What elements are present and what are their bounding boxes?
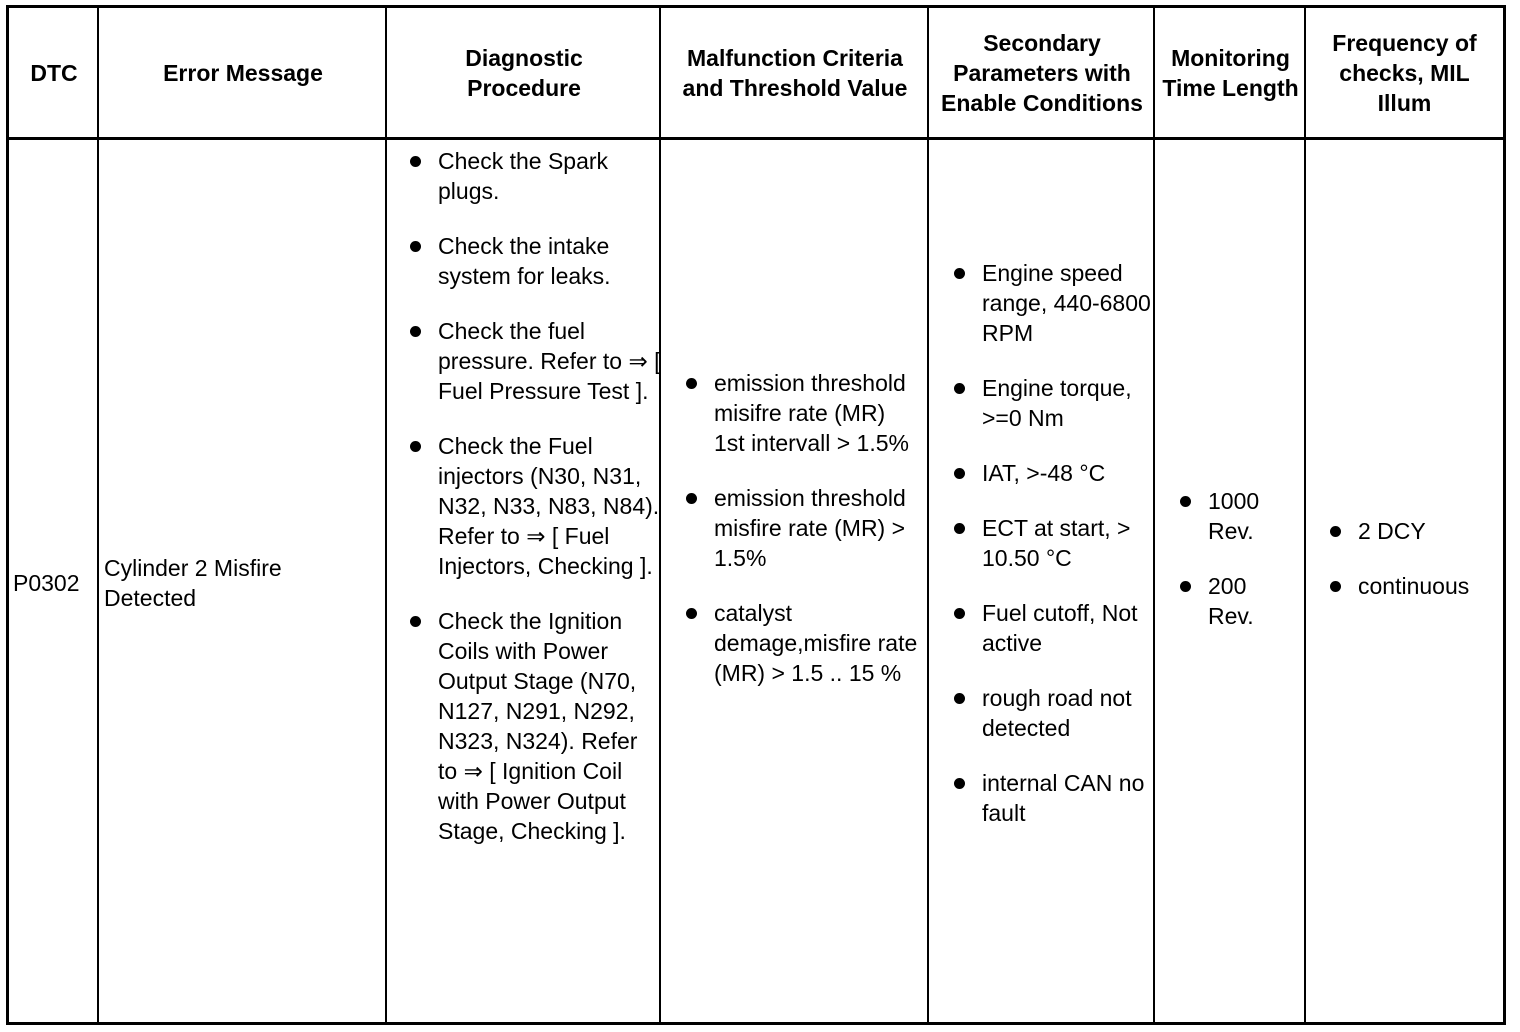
list-item: 1000 Rev. bbox=[1177, 486, 1277, 546]
list-item: Check the fuel pressure. Refer to ⇒ [ Fuel Pressure Test ]. bbox=[407, 316, 661, 406]
list-item: 200 Rev. bbox=[1177, 571, 1277, 631]
frequency-cell bbox=[1327, 516, 1503, 626]
secondary-parameters-cell bbox=[951, 258, 1157, 853]
list-item: emission threshold misfire rate (MR) > 1.5% bbox=[683, 483, 919, 573]
bullet-icon bbox=[1330, 581, 1341, 592]
table-header-row bbox=[9, 8, 1503, 140]
bullet-icon bbox=[686, 493, 697, 504]
bullet-icon bbox=[1180, 581, 1191, 592]
column-divider bbox=[385, 8, 387, 1022]
dtc-code: P0302 bbox=[13, 570, 80, 596]
bullet-icon bbox=[410, 156, 421, 167]
diagnostic-procedure-cell bbox=[407, 146, 661, 871]
list-item: Check the Ignition Coils with Power Output Stage (N70, N127, N291, N292, N323, N324). Refer to ⇒ [ Ignition Coil with Power Output Stage, Checking ]. bbox=[407, 606, 661, 846]
error-message: Cylinder 2 Misfire Detected bbox=[104, 555, 282, 611]
malfunction-criteria-list bbox=[683, 368, 919, 688]
list-item: Fuel cutoff, Not active bbox=[951, 598, 1157, 658]
header-error-message: Error Message bbox=[163, 60, 323, 86]
bullet-icon bbox=[954, 778, 965, 789]
list-item: continuous bbox=[1327, 571, 1503, 601]
list-item: Engine speed range, 440-6800 RPM bbox=[951, 258, 1157, 348]
list-item: catalyst demage,misfire rate (MR) > 1.5 .. 15 % bbox=[683, 598, 919, 688]
header-monitoring-time: Monitoring Time Length bbox=[1162, 45, 1299, 101]
list-item: Check the Fuel injectors (N30, N31, N32, N33, N83, N84). Refer to ⇒ [ Fuel Injectors, Checking ]. bbox=[407, 431, 661, 581]
list-item: emission threshold misifre rate (MR) 1st intervall > 1.5% bbox=[683, 368, 919, 458]
bullet-icon bbox=[1330, 526, 1341, 537]
header-malfunction-criteria: Malfunction Criteria and Threshold Value bbox=[682, 45, 908, 101]
column-divider bbox=[1304, 8, 1306, 1022]
column-divider bbox=[927, 8, 929, 1022]
monitoring-time-cell bbox=[1177, 486, 1277, 656]
bullet-icon bbox=[410, 616, 421, 627]
list-item: 2 DCY bbox=[1327, 516, 1503, 546]
bullet-icon bbox=[954, 468, 965, 479]
bullet-icon bbox=[686, 608, 697, 619]
bullet-icon bbox=[954, 268, 965, 279]
bullet-icon bbox=[1180, 496, 1191, 507]
malfunction-criteria-cell bbox=[683, 368, 919, 713]
frequency-list bbox=[1327, 516, 1503, 601]
bullet-icon bbox=[954, 608, 965, 619]
list-item: rough road not detected bbox=[951, 683, 1157, 743]
diagnostic-procedure-list bbox=[407, 146, 661, 846]
header-diagnostic-procedure: Diagnostic Procedure bbox=[465, 45, 583, 101]
bullet-icon bbox=[954, 523, 965, 534]
list-item: Check the Spark plugs. bbox=[407, 146, 661, 206]
bullet-icon bbox=[410, 241, 421, 252]
bullet-icon bbox=[954, 383, 965, 394]
bullet-icon bbox=[954, 693, 965, 704]
monitoring-time-list bbox=[1177, 486, 1277, 631]
secondary-parameters-list bbox=[951, 258, 1157, 828]
header-frequency: Frequency of checks, MIL Illum bbox=[1332, 30, 1477, 116]
list-item: Check the intake system for leaks. bbox=[407, 231, 661, 291]
list-item: ECT at start, > 10.50 °C bbox=[951, 513, 1157, 573]
column-divider bbox=[97, 8, 99, 1022]
list-item: internal CAN no fault bbox=[951, 768, 1157, 828]
bullet-icon bbox=[410, 326, 421, 337]
dtc-table bbox=[6, 5, 1506, 1025]
header-dtc: DTC bbox=[30, 60, 78, 86]
list-item: Engine torque, >=0 Nm bbox=[951, 373, 1157, 433]
list-item: IAT, >-48 °C bbox=[951, 458, 1157, 488]
bullet-icon bbox=[410, 441, 421, 452]
bullet-icon bbox=[686, 378, 697, 389]
header-secondary-parameters: Secondary Parameters with Enable Conditions bbox=[941, 30, 1143, 116]
